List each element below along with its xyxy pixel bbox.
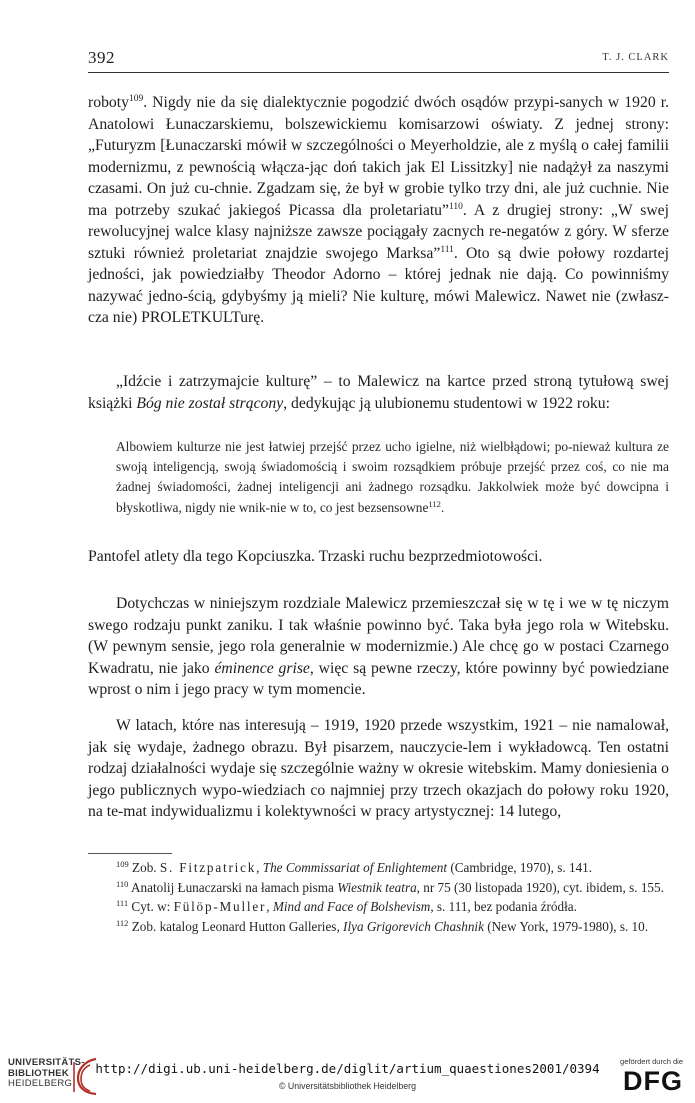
library-name-line: BIBLIOTHEK xyxy=(8,1067,70,1079)
footnote-title: The Commissariat of Enlightement xyxy=(262,860,448,875)
paragraph-1-text-c: . A z drugiej strony: „W swej rewolucyjnej walce klasy najniższe zawsze pociągały zacnych re-negatów z góry. W sferze sztuki również proletariat znajdzie swojego Marksa” xyxy=(88,201,669,262)
paragraph-2-text-a: „Idźcie i zatrzymajcie kulturę” – to Malewicz na kartce przed stroną tytułową swej książki xyxy=(88,373,669,412)
paragraph-1 xyxy=(88,92,669,329)
footnote-text: Cyt. w: xyxy=(131,899,174,915)
footnote-number: 111 xyxy=(116,898,129,909)
footnote-text: (New York, 1979-1980), s. 10. xyxy=(483,918,649,934)
header-rule xyxy=(88,72,669,73)
footnote-number: 109 xyxy=(116,859,129,869)
dfg-caption: gefördert durch die xyxy=(620,1057,683,1066)
paragraph-2-text-b: , dedykując ją ulubionemu studentowi w 1922 roku: xyxy=(283,394,610,412)
dfg-logo[interactable]: DFG xyxy=(623,1066,683,1096)
footnotes xyxy=(88,858,669,936)
block-quote-text: Albowiem kulturze nie jest łatwiej przejść przez ucho igielne, niż wielbłądowi; po-nieważ kultura ze swoją inteligencją, swoją świadomością i swoim rozsądkiem próbuje przejść przez coś, co nie ma żadnej świadomości, żadnej inteligencji ani żadnego rozsądku. Jakkolwiek może być dowcipna i błyskotliwa, nigdy nie wnik-nie w to, co jest bezsensowne xyxy=(116,439,669,515)
paragraph-3-text: Pantofel atlety dla tego Kopciuszka. Trzaski ruchu bezprzedmiotowości. xyxy=(88,548,543,565)
footnote-title: Mind and Face of Bolshevism xyxy=(272,899,431,915)
copyright-notice: © Universitätsbibliothek Heidelberg xyxy=(278,1081,417,1091)
paragraph-4-text-b: , więc są pewne rzeczy, które powinny być powiedziane wprost o nim i jego pracy w tym momencie. xyxy=(88,659,669,698)
footnote-ref-110[interactable]: 110 xyxy=(448,201,463,212)
library-banner xyxy=(0,1052,695,1103)
footnote-text: , xyxy=(256,860,263,875)
footnote-111 xyxy=(88,897,669,917)
running-head-author: T. J. CLARK xyxy=(602,52,669,63)
footnote-text: (Cambridge, 1970), s. 141. xyxy=(447,860,593,875)
paragraph-4 xyxy=(88,593,669,701)
footnote-text: , nr 75 (30 listopada 1920), cyt. ibidem, s. 155. xyxy=(416,879,664,895)
paragraph-5-text: W latach, które nas interesują – 1919, 1920 przede wszystkim, 1921 – nie namalował, jak się wydaje, żadnego obrazu. Był pisarzem, nauczycie-lem i wykładowcą. Ten ostatni rodzaj działalności wydaje się szczególnie ważny w okresie witebskim. Mamy doniesienia o jego publicznych wypo-wiedziach co najmniej przy trzech okazjach do połowy roku 1920, na te-mat indywidualizmu i kolektywności w pracy artystycznej: 14 lutego, xyxy=(88,717,669,820)
footnote-ref-109[interactable]: 109 xyxy=(128,94,144,104)
footnote-number: 112 xyxy=(116,917,129,928)
footnote-text: Zob. katalog Leonard Hutton Galleries, xyxy=(131,918,344,934)
footnote-text: Zob. xyxy=(132,860,160,875)
footnote-109 xyxy=(88,858,669,878)
block-quote-end: . xyxy=(440,499,445,515)
footnote-110 xyxy=(88,878,669,898)
page-number: 392 xyxy=(88,48,115,67)
paragraph-1-text-b: . Nigdy nie da się dialektycznie pogodzić dwóch osądów przypi-sanych w 1920 r. Anatolowi Łunaczarskiemu, bolszewickiemu komisarzowi oświaty. Z jednej strony: „Futuryzm [Łunaczarski mówił w szczególności o Meyerholdzie, ale z myślą o całej familii modernizmu, z pewnością włącza-jąc doń takich jak El Lissitzky] nie nadążył za naszymi czasami. On już cu-chnie. Zgadzam się, że był w grobie tylko trzy dni, ale już cuchnie. Nie ma potrzeby szukać jakiegoś Picassa dla proletariatu” xyxy=(88,94,669,219)
library-name-line: HEIDELBERG xyxy=(8,1078,73,1089)
footnote-author: S. Fitzpatrick xyxy=(159,860,257,875)
footnote-112 xyxy=(88,917,669,937)
book-title: Bóg nie został strącony xyxy=(136,394,284,412)
footnote-text: Anatolij Łunaczarski na łamach pisma xyxy=(131,879,338,895)
emphasis-eminence-grise: éminence grise xyxy=(214,659,310,677)
paragraph-1-text-d: . Oto są dwie połowy rozdartej jedności, jak powiedziałby Theodor Adorno – której jednak nie dają. Co powinniśmy nazywać jedno-ścią, gdybyśmy ją mieli? Nie kulturę, mówi Malewicz. Nawet nie (zwłasz-cza nie) PROLETKULTurę. xyxy=(88,244,669,326)
paragraph-2 xyxy=(88,371,669,414)
footnote-text: , s. 111, bez podania źródła. xyxy=(430,899,577,915)
paragraph-4-text-a: Dotychczas w niniejszym rozdziale Malewicz przemieszczał się w tę i we w tę niczym swego rodzaju punkt zaniku. I tak właśnie powinno być. Taka była jego rola w Witebsku. (W pewnym sensie, jego rola generalnie w modernizmie.) Ale chcę go w postaci Czarnego Kwadratu, nie jako xyxy=(88,595,669,677)
source-url-link[interactable]: http://digi.ub.uni-heidelberg.de/diglit/artium_quaestiones2001/0394 xyxy=(95,1061,600,1076)
block-quote xyxy=(116,437,669,518)
footnote-author: Fülöp-Muller xyxy=(173,899,267,915)
footnote-ref-111[interactable]: 111 xyxy=(440,244,454,255)
footnote-rule xyxy=(88,853,172,854)
footnote-title: Ilya Grigorevich Chashnik xyxy=(343,918,484,934)
footnote-ref-112[interactable]: 112 xyxy=(428,498,441,509)
paragraph-1-text-a: roboty xyxy=(88,94,129,111)
paragraph-3 xyxy=(88,546,669,568)
footnote-text: , xyxy=(266,899,273,915)
library-name-line: UNIVERSITÄTS- xyxy=(8,1057,85,1068)
paragraph-5 xyxy=(88,715,669,823)
footnote-number: 110 xyxy=(116,878,129,889)
footnote-title: Wiestnik teatra xyxy=(337,879,417,895)
